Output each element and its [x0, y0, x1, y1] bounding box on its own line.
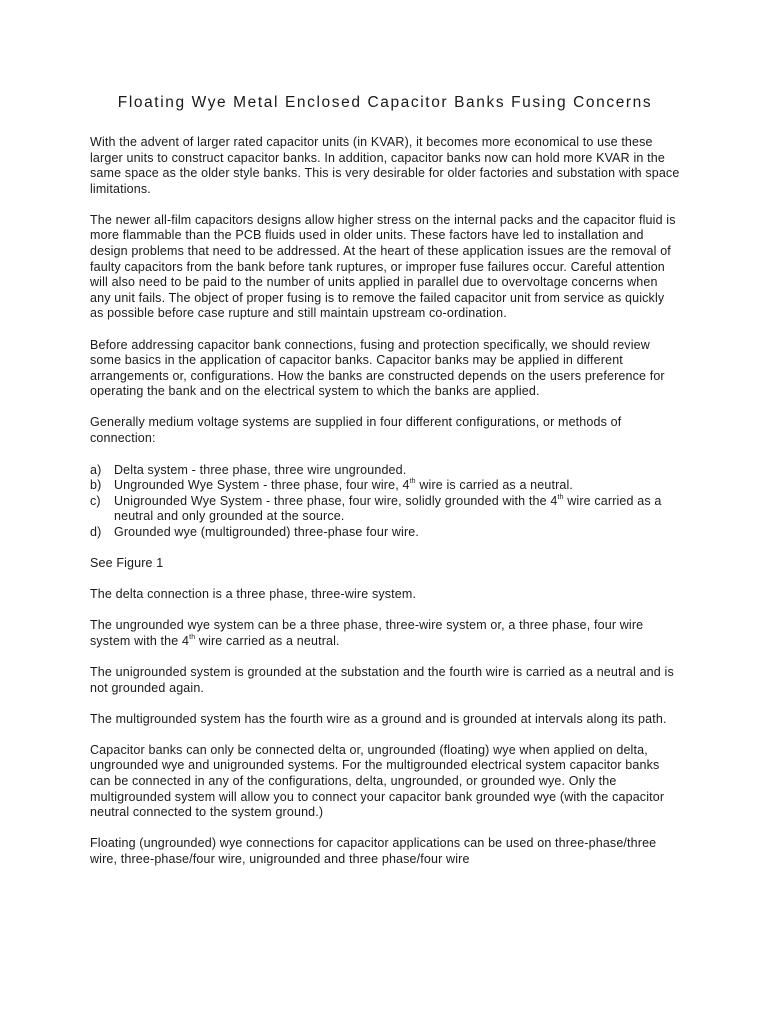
paragraph-text: The ungrounded wye system can be a three phase, three-wire system or, a three phase, four wire system with the 4 — [90, 618, 644, 648]
paragraph-delta: The delta connection is a three phase, three-wire system. — [90, 587, 417, 602]
superscript: th — [409, 478, 416, 486]
configuration-list — [90, 463, 680, 541]
paragraph-figure-ref: See Figure 1 — [90, 556, 164, 571]
paragraph-ungrounded-wye — [90, 618, 680, 649]
list-marker: b) — [90, 478, 102, 493]
document-page — [90, 0, 680, 867]
paragraph-all-film: The newer all-film capacitors designs allow higher stress on the internal packs and the capacitor fluid is more flammable than the PCB fluids used in older units. These factors have led to installation and design problems that need to be addressed. At the heart of these application issues are the removal of faulty capacitors from the bank before tank ruptures, or improper fuse failures occur. Careful attention will also need to be paid to the number of units applied in parallel due to overvoltage concerns when any unit fails. The object of proper fusing is to remove the failed capacitor unit from service as quickly as possible before case rupture and still maintain upstream co-ordination. — [90, 212, 676, 321]
paragraph-bank-connections: Capacitor banks can only be connected delta or, ungrounded (floating) wye when applied on delta, ungrounded wye and unigrounded systems. For the multigrounded electrical system capacitor banks can be connected in any of the configurations, delta, ungrounded, or grounded wye. Only the multigrounded system will allow you to connect your capacitor bank grounded wye (with the capacitor neutral connected to the system ground.) — [90, 742, 665, 820]
superscript: th — [189, 633, 196, 641]
paragraph-basics: Before addressing capacitor bank connections, fusing and protection specifically, we should review some basics in the application of capacitor banks. Capacitor banks may be applied in different arrangements or, configurations. How the banks are constructed depends on the users preference for operating the bank and on the electrical system to which the banks are applied. — [90, 337, 665, 399]
list-item-text: Unigrounded Wye System - three phase, four wire, solidly grounded with the 4 — [114, 493, 558, 508]
list-item — [90, 463, 680, 479]
document-title: Floating Wye Metal Enclosed Capacitor Banks Fusing Concerns — [117, 94, 653, 111]
list-item-text: Grounded wye (multigrounded) three-phase four wire. — [114, 524, 420, 539]
list-item-text: Ungrounded Wye System - three phase, four wire, 4 — [114, 478, 410, 493]
paragraph-unigrounded: The unigrounded system is grounded at the substation and the fourth wire is carried as a neutral and is not grounded again. — [90, 664, 674, 695]
paragraph-configurations: Generally medium voltage systems are supplied in four different configurations, or methods of connection: — [90, 415, 622, 445]
list-item-text: Delta system - three phase, three wire ungrounded. — [114, 462, 407, 477]
list-item-text: wire carried as a neutral and only grounded at the source. — [114, 493, 662, 524]
list-marker: d) — [90, 524, 102, 539]
list-marker: c) — [90, 493, 101, 508]
superscript: th — [557, 493, 564, 501]
paragraph-text: wire carried as a neutral. — [195, 633, 340, 648]
list-marker: a) — [90, 462, 102, 477]
paragraph-intro: With the advent of larger rated capacitor units (in KVAR), it becomes more economical to use these larger units to construct capacitor banks. In addition, capacitor banks now can hold more KVAR in the same space as the older style banks. This is very desirable for older factories and substation with space limitations. — [90, 135, 680, 196]
list-item — [90, 478, 680, 494]
paragraph-multigrounded: The multigrounded system has the fourth wire as a ground and is grounded at intervals along its path. — [90, 711, 667, 726]
list-item — [90, 494, 680, 525]
list-item-text: wire is carried as a neutral. — [415, 478, 574, 493]
list-item — [90, 525, 680, 541]
paragraph-floating-wye: Floating (ungrounded) wye connections for capacitor applications can be used on three-phase/three wire, three-phase/four wire, unigrounded and three phase/four wire — [90, 836, 657, 866]
